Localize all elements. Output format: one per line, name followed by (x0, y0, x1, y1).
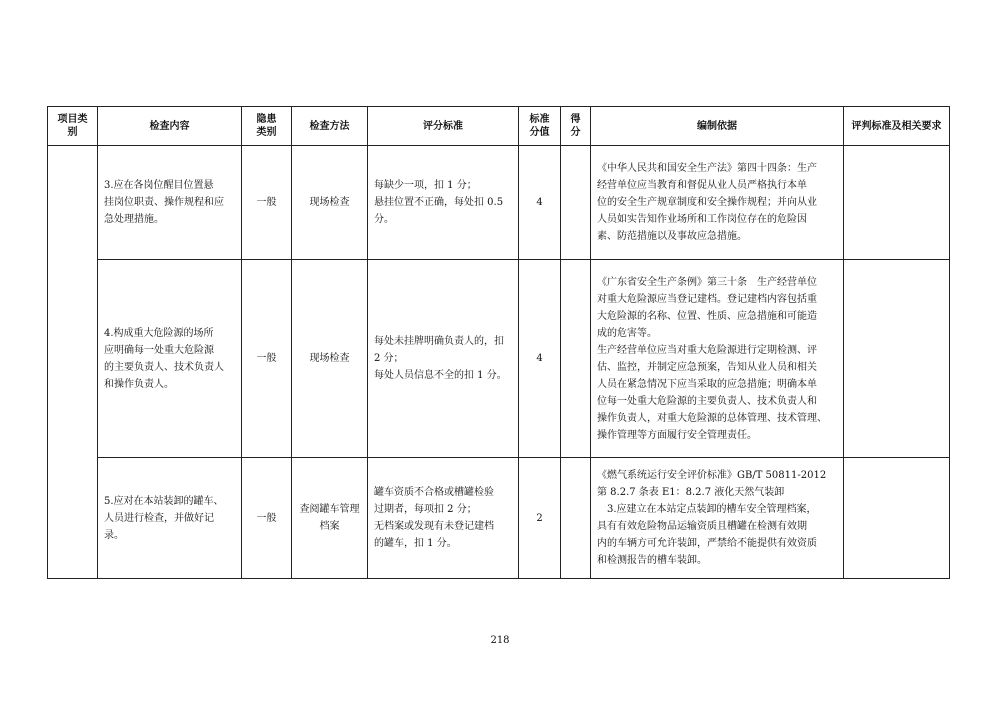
method-cell: 现场检查 (292, 260, 368, 458)
inspection-table (47, 106, 950, 579)
header-method: 检查方法 (292, 107, 368, 146)
basis-cell: 《燃气系统运行安全评价标准》GB/T 50811-2012 第 8.2.7 条表 E1：8.2.7 液化天然气装卸 3.应建立在本站定点装卸的槽车安全管理档案， 具有有效危险物品运输资质且槽罐在检测有效期 内的车辆方可允许装卸，严禁给不能提供有效资质 和检测报告的槽车装卸。 (591, 458, 844, 579)
criteria-cell: 每缺少一项，扣 1 分； 悬挂位置不正确，每处扣 0.5 分。 (368, 146, 519, 260)
table-row (48, 458, 950, 579)
header-basis: 编制依据 (591, 107, 844, 146)
criteria-cell: 每处未挂牌明确负责人的，扣 2 分； 每处人员信息不全的扣 1 分。 (368, 260, 519, 458)
score-cell (561, 458, 591, 579)
criteria-cell: 罐车资质不合格或槽罐检验 过期者，每项扣 2 分； 无档案或发现有未登记建档 的罐车，扣 1 分。 (368, 458, 519, 579)
remarks-cell (844, 458, 950, 579)
header-row (48, 107, 950, 146)
category-cell (48, 146, 98, 579)
standard-score-cell: 4 (519, 260, 561, 458)
standard-score-cell: 2 (519, 458, 561, 579)
page-number: 218 (490, 635, 510, 646)
method-cell: 现场检查 (292, 146, 368, 260)
table-row (48, 146, 950, 260)
basis-cell: 《广东省安全生产条例》第三十条 生产经营单位 对重大危险源应当登记建档。登记建档内容包括重 大危险源的名称、位置、性质、应急措施和可能造 成的危害等。 生产经营单位应当对重大危险源进行定期检测、评 估、监控，并制定应急预案，告知从业人员和相关 人员在紧急情况下应当采取的应急措施；明确本单 位每一处重大危险源的主要负责人、技术负责人和 操作负责人，对重大危险源的总体管理、技术管理、 操作管理等方面履行安全管理责任。 (591, 260, 844, 458)
header-standard-score: 标准 分值 (519, 107, 561, 146)
method-cell: 查阅罐车管理 档案 (292, 458, 368, 579)
header-category: 项目类 别 (48, 107, 98, 146)
score-cell (561, 260, 591, 458)
hazard-type-cell: 一般 (242, 146, 292, 260)
table-row (48, 260, 950, 458)
content-cell: 3.应在各岗位醒目位置悬 挂岗位职责、操作规程和应 急处理措施。 (98, 146, 242, 260)
content-cell: 4.构成重大危险源的场所 应明确每一处重大危险源 的主要负责人、技术负责人 和操作负责人。 (98, 260, 242, 458)
header-criteria: 评分标准 (368, 107, 519, 146)
score-cell (561, 146, 591, 260)
hazard-type-cell: 一般 (242, 260, 292, 458)
remarks-cell (844, 146, 950, 260)
basis-cell: 《中华人民共和国安全生产法》第四十四条：生产 经营单位应当教育和督促从业人员严格执行本单 位的安全生产规章制度和安全操作规程；并向从业 人员如实告知作业场所和工作岗位存在的危险因 素、防范措施以及事故应急措施。 (591, 146, 844, 260)
standard-score-cell: 4 (519, 146, 561, 260)
header-score: 得 分 (561, 107, 591, 146)
hazard-type-cell: 一般 (242, 458, 292, 579)
remarks-cell (844, 260, 950, 458)
header-remarks: 评判标准及相关要求 (844, 107, 950, 146)
header-hazard-type: 隐患 类别 (242, 107, 292, 146)
header-content: 检查内容 (98, 107, 242, 146)
content-cell: 5.应对在本站装卸的罐车、 人员进行检查，并做好记 录。 (98, 458, 242, 579)
